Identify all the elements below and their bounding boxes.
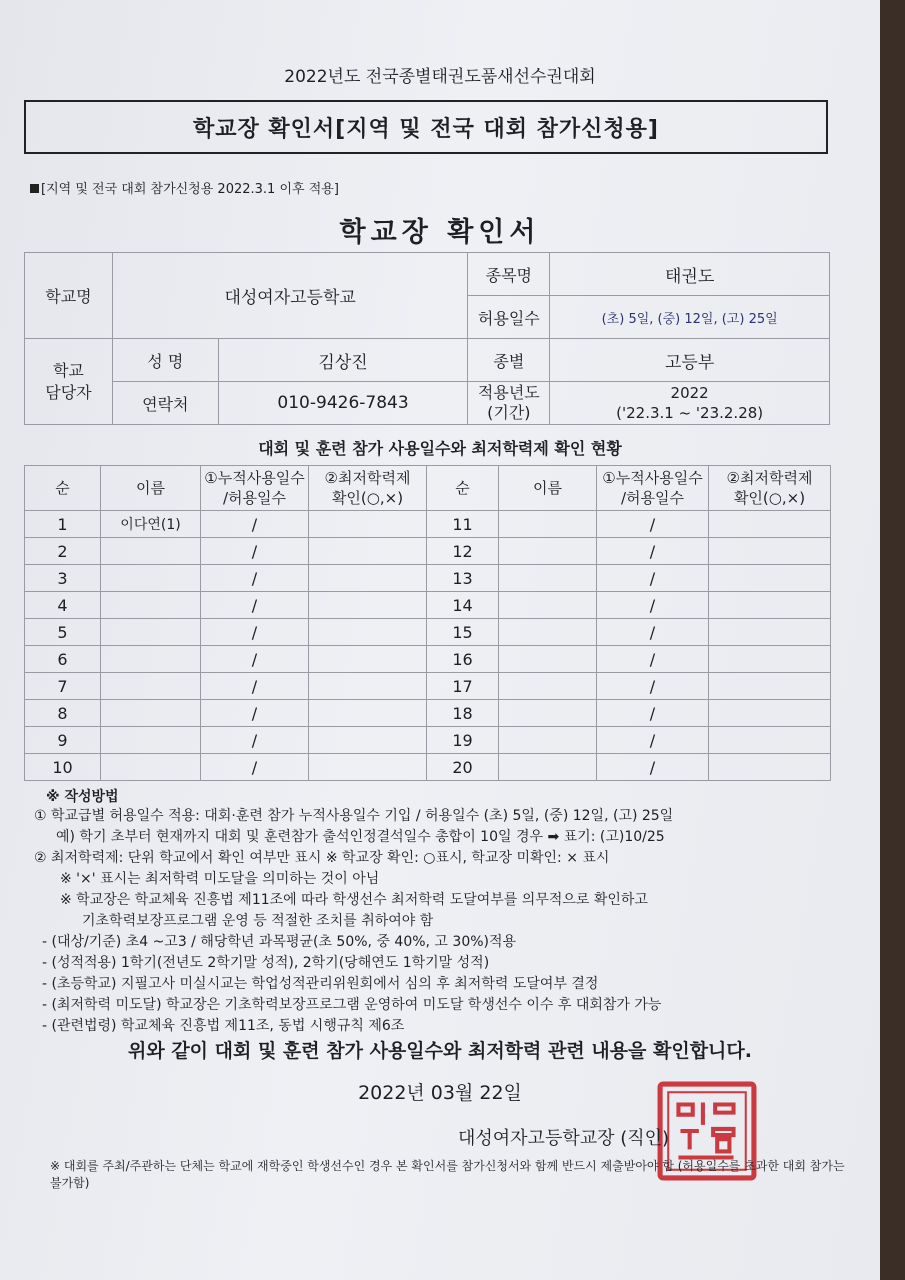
row-days: / <box>201 511 309 538</box>
row-check <box>309 646 427 673</box>
event-title: 2022년도 전국종별태권도품새선수권대회 <box>284 67 596 87</box>
status-row <box>25 673 831 700</box>
info-table <box>24 252 830 425</box>
row-number-2: 14 <box>427 592 499 619</box>
row-days-2: / <box>597 673 709 700</box>
row-days-2: / <box>597 700 709 727</box>
row-days-2: / <box>597 592 709 619</box>
manager-name-value: 김상진 <box>218 339 468 382</box>
instruction-line: ① 학교급별 허용일수 적용: 대회·훈련 참가 누적사용일수 기입 / 허용일수 (초) 5일, (중) 12일, (고) 25일 <box>34 808 674 824</box>
row-number-2: 17 <box>427 673 499 700</box>
row-number-2: 20 <box>427 754 499 781</box>
instruction-line: ② 최저학력제: 단위 학교에서 확인 여부만 표시 ※ 학교장 확인: ○표시, 학교장 미확인: × 표시 <box>34 850 610 866</box>
row-name <box>101 754 201 781</box>
instructions-heading: ※ 작성방법 <box>46 789 119 805</box>
instruction-line: ※ '×' 표시는 최저학력 미도달을 의미하는 것이 아님 <box>60 871 380 887</box>
row-days: / <box>201 538 309 565</box>
row-number-2: 11 <box>427 511 499 538</box>
row-check-2 <box>709 700 831 727</box>
issue-date: 2022년 03월 22일 <box>358 1082 522 1104</box>
row-days: / <box>201 565 309 592</box>
period-label: 적용년도 (기간) <box>468 382 550 425</box>
row-check-2 <box>709 592 831 619</box>
col-check-header-2: ②최저학력제 확인(○,×) <box>709 466 831 511</box>
status-row <box>25 538 831 565</box>
status-row <box>25 646 831 673</box>
instruction-line: - (초등학교) 지필고사 미실시교는 학업성적관리위원회에서 심의 후 최저학력 도달여부 결정 <box>42 976 599 992</box>
instructions-list <box>34 806 673 1037</box>
status-row <box>25 754 831 781</box>
school-name-value: 대성여자고등학교 <box>112 253 468 339</box>
row-days: / <box>201 727 309 754</box>
status-title: 대회 및 훈련 참가 사용일수와 최저학력제 확인 현황 <box>258 439 622 458</box>
main-title: 학교장 확인서 <box>339 217 541 248</box>
row-number: 6 <box>25 646 101 673</box>
instruction-line: - (성적적용) 1학기(전년도 2학기말 성적), 2학기(당해연도 1학기말 성적) <box>42 955 490 971</box>
row-name-2 <box>499 646 597 673</box>
status-row <box>25 511 831 538</box>
period-value <box>550 382 830 425</box>
row-number-2: 13 <box>427 565 499 592</box>
row-number: 4 <box>25 592 101 619</box>
row-check <box>309 592 427 619</box>
col-no-header: 순 <box>25 466 101 511</box>
sport-value: 태권도 <box>550 253 830 296</box>
status-row <box>25 565 831 592</box>
footnote: ※ 대회를 주최/주관하는 단체는 학교에 재학중인 학생선수인 경우 본 확인서를 참가신청서와 함께 반드시 제출받아야 함 (허용일수를 초과한 대회 참가는 불가함) <box>50 1159 845 1190</box>
row-days-2: / <box>597 619 709 646</box>
row-days: / <box>201 592 309 619</box>
row-check <box>309 565 427 592</box>
row-check-2 <box>709 754 831 781</box>
row-check-2 <box>709 538 831 565</box>
row-check <box>309 538 427 565</box>
row-name-2 <box>499 754 597 781</box>
row-name-2 <box>499 511 597 538</box>
row-days: / <box>201 700 309 727</box>
row-name <box>101 646 201 673</box>
status-row <box>25 727 831 754</box>
row-name <box>101 592 201 619</box>
row-check <box>309 727 427 754</box>
applicability-note <box>30 178 339 197</box>
row-days-2: / <box>597 538 709 565</box>
row-check <box>309 619 427 646</box>
col-days-header: ①누적사용일수 /허용일수 <box>201 466 309 511</box>
col-name-header: 이름 <box>101 466 201 511</box>
row-check <box>309 754 427 781</box>
row-name-2 <box>499 538 597 565</box>
row-days: / <box>201 673 309 700</box>
school-name-label: 학교명 <box>25 253 113 339</box>
row-number: 1 <box>25 511 101 538</box>
row-name <box>101 538 201 565</box>
sport-label: 종목명 <box>468 253 550 296</box>
banner-title-text: 학교장 확인서[지역 및 전국 대회 참가신청용] <box>193 116 659 142</box>
status-row <box>25 700 831 727</box>
row-check-2 <box>709 511 831 538</box>
row-name <box>101 565 201 592</box>
row-check-2 <box>709 727 831 754</box>
period-range-value: ('22.3.1 ~ '23.2.28) <box>616 404 764 422</box>
col-check-header: ②최저학력제 확인(○,×) <box>309 466 427 511</box>
row-check-2 <box>709 646 831 673</box>
row-name-2 <box>499 673 597 700</box>
contact-value: 010-9426-7843 <box>218 382 468 425</box>
col-days-header-2: ①누적사용일수 /허용일수 <box>597 466 709 511</box>
row-number-2: 16 <box>427 646 499 673</box>
status-row <box>25 619 831 646</box>
row-name <box>101 727 201 754</box>
row-number-2: 15 <box>427 619 499 646</box>
row-name-2 <box>499 700 597 727</box>
row-check-2 <box>709 673 831 700</box>
name-label: 성 명 <box>112 339 218 382</box>
row-name-2 <box>499 565 597 592</box>
row-check-2 <box>709 565 831 592</box>
row-number: 8 <box>25 700 101 727</box>
row-number: 7 <box>25 673 101 700</box>
category-label: 종별 <box>468 339 550 382</box>
confirmation-statement: 위와 같이 대회 및 훈련 참가 사용일수와 최저학력 관련 내용을 확인합니다. <box>128 1040 752 1062</box>
status-row <box>25 592 831 619</box>
row-check <box>309 673 427 700</box>
instruction-line: 기초학력보장프로그램 운영 등 적절한 조치를 취하여야 함 <box>82 913 434 929</box>
row-name-2 <box>499 619 597 646</box>
row-days: / <box>201 754 309 781</box>
row-number-2: 18 <box>427 700 499 727</box>
row-days-2: / <box>597 511 709 538</box>
row-check <box>309 511 427 538</box>
allowed-days-label: 허용일수 <box>468 296 550 339</box>
row-name <box>101 700 201 727</box>
row-name <box>101 619 201 646</box>
row-days-2: / <box>597 646 709 673</box>
banner-title <box>24 100 828 154</box>
year-value: 2022 <box>670 384 709 402</box>
col-name-header-2: 이름 <box>499 466 597 511</box>
instruction-line: ※ 학교장은 학교체육 진흥법 제11조에 따라 학생선수 최저학력 도달여부를 의무적으로 확인하고 <box>60 892 648 908</box>
row-number-2: 12 <box>427 538 499 565</box>
allowed-days-value: (초) 5일, (중) 12일, (고) 25일 <box>550 296 830 339</box>
row-days: / <box>201 646 309 673</box>
row-name-2 <box>499 592 597 619</box>
category-value: 고등부 <box>550 339 830 382</box>
row-number: 5 <box>25 619 101 646</box>
square-bullet-icon <box>30 184 39 193</box>
instruction-line: - (최저학력 미도달) 학교장은 기초학력보장프로그램 운영하여 미도달 학생선수 이수 후 대회참가 가능 <box>42 997 662 1013</box>
signer-line: 대성여자고등학교장 (직인) <box>458 1128 670 1149</box>
instruction-line: - (대상/기준) 초4 ~고3 / 해당학년 과목평균(초 50%, 중 40%, 고 30%)적용 <box>42 934 517 950</box>
row-number: 9 <box>25 727 101 754</box>
row-number: 10 <box>25 754 101 781</box>
row-number-2: 19 <box>427 727 499 754</box>
instruction-line: - (관련법령) 학교체육 진흥법 제11조, 동법 시행규칙 제6조 <box>42 1018 405 1034</box>
status-header-row <box>25 466 831 511</box>
col-no-header-2: 순 <box>427 466 499 511</box>
row-number: 2 <box>25 538 101 565</box>
row-name-2 <box>499 727 597 754</box>
row-check-2 <box>709 619 831 646</box>
row-number: 3 <box>25 565 101 592</box>
row-check <box>309 700 427 727</box>
row-days-2: / <box>597 565 709 592</box>
instruction-line: 예) 학기 초부터 현재까지 대회 및 훈련참가 출석인정결석일수 총합이 10일 경우 ➡ 표기: (고)10/25 <box>56 829 665 845</box>
row-days-2: / <box>597 754 709 781</box>
manager-label: 학교 담당자 <box>25 339 113 425</box>
row-name <box>101 673 201 700</box>
applicability-note-text: [지역 및 전국 대회 참가신청용 2022.3.1 이후 적용] <box>41 182 339 197</box>
row-name: 이다연(1) <box>101 511 201 538</box>
status-table <box>24 465 831 781</box>
row-days: / <box>201 619 309 646</box>
row-days-2: / <box>597 727 709 754</box>
contact-label: 연락처 <box>112 382 218 425</box>
